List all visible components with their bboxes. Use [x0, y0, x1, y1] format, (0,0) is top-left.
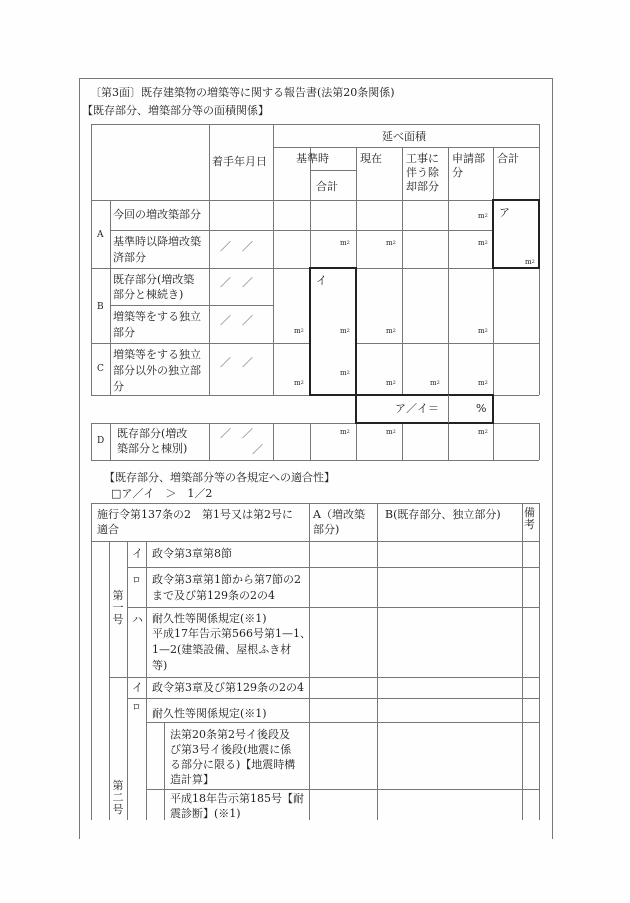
section2-heading: 【既存部分、増築部分等の各規定への適合性】: [104, 471, 335, 484]
date-field-d-tail: ／: [252, 443, 263, 456]
unit-c-current: $m^2$: [386, 379, 396, 387]
item2-sub1-text-1: 法第20条第2号イ後段及: [170, 728, 290, 741]
header-application-1: 申請部: [452, 152, 485, 165]
unit-b2-current: $m^2$: [340, 327, 350, 335]
date-field-b2[interactable]: ／ ／: [220, 314, 253, 327]
item1-ha-text-2: 平成17年告示第566号第1—1、: [152, 627, 311, 640]
unit-c-application: $m^2$: [478, 379, 488, 387]
item2-sub1-text-2: び第3号イ後段(地震に係: [170, 743, 292, 756]
row-d-label-1: 既存部分(増改: [117, 427, 188, 440]
header-rule-1: 施行令第137条の2 第1号又は第2号に: [97, 508, 293, 521]
item1-ro-text-1: 政令第3章第1節から第7節の2: [152, 573, 301, 586]
item2-label-3: 号: [112, 803, 124, 816]
item1-ro-mark: ロ: [132, 576, 142, 586]
row-b2-label-2: 部分: [113, 326, 135, 339]
section1-heading: 【既存部分、増築部分等の面積関係】: [82, 104, 269, 117]
item1-ro-text-2: まで及び第129条の2の4: [152, 589, 275, 602]
unit-i-total: $m^2$: [340, 369, 350, 377]
unit-a-total: $m^2$: [525, 258, 535, 266]
header-col-a-2: 部分): [313, 523, 340, 536]
group-a-label: A: [97, 230, 104, 240]
unit-a2-current: $m^2$: [340, 239, 350, 247]
item2-ro-text: 耐久性等関係規定(※1): [152, 707, 267, 720]
item1-ha-text-1: 耐久性等関係規定(※1): [152, 612, 267, 625]
unit-c-base: $m^2$: [294, 379, 304, 387]
header-base-time: 基準時: [296, 152, 329, 165]
item1-label-2: 一: [112, 601, 124, 614]
item2-i-mark: イ: [132, 681, 143, 694]
group-d-label: D: [97, 436, 105, 446]
row-b1-label-2: 部分と棟続き): [113, 288, 184, 301]
header-demolition-3: 却部分: [406, 180, 439, 193]
header-remarks-1: 備: [524, 506, 535, 519]
unit-d-current: $m^2$: [340, 428, 350, 436]
document-title: 〔第3面〕既存建築物の増築等に関する報告書(法第20条関係): [90, 86, 395, 99]
item1-label-1: 第: [112, 589, 124, 602]
unit-a1-application: $m^2$: [478, 212, 488, 220]
date-field-b1[interactable]: ／ ／: [220, 276, 253, 289]
item2-i-text: 政令第3章及び第129条の2の4: [152, 681, 304, 694]
row-a2-label-1: 基準時以降増改築: [113, 235, 201, 248]
item1-i-mark: イ: [132, 547, 143, 560]
date-field-a2[interactable]: ／ ／: [220, 240, 253, 253]
item2-sub1-text-4: 造計算】: [170, 773, 214, 786]
item1-ha-mark: ハ: [132, 613, 143, 626]
unit-b2-application: $m^2$: [478, 327, 488, 335]
item1-ha-text-3: 1—2(建築設備、屋根ふき材: [152, 643, 292, 656]
header-floor-area: 延べ面積: [382, 130, 426, 143]
item1-label-3: 号: [112, 613, 124, 626]
header-col-b: B(既存部分、独立部分): [385, 508, 501, 521]
unit-d-application: $m^2$: [478, 428, 488, 436]
row-a1-label: 今回の増改築部分: [113, 208, 201, 221]
header-remarks-2: 考: [524, 518, 535, 531]
item1-ha-text-4: 等): [152, 659, 168, 672]
item2-sub2-text-2: 震診断】(※1): [170, 807, 241, 820]
unit-d-demolition: $m^2$: [386, 428, 396, 436]
row-b2-label-1: 増築等をする独立: [113, 310, 201, 323]
unit-b2-demolition: $m^2$: [386, 327, 396, 335]
item2-sub2-text-1: 平成18年告示第185号【耐: [170, 792, 304, 805]
item2-sub1-text-3: る部分に限る)【地震時構: [170, 758, 296, 771]
ratio-label: ア／イ＝: [395, 402, 439, 415]
item2-ro-mark: ロ: [132, 703, 142, 713]
header-col-a-1: A（増改築: [313, 508, 365, 521]
header-current: 現在: [360, 152, 382, 165]
mark-a: ア: [499, 206, 510, 219]
header-total: 合計: [497, 152, 519, 165]
date-field-c[interactable]: ／ ／: [220, 356, 253, 369]
header-rule-2: 適合: [97, 523, 119, 536]
mark-i: イ: [316, 274, 327, 287]
date-field-d[interactable]: ／ ／: [220, 427, 253, 440]
unit-a2-demolition: $m^2$: [386, 239, 396, 247]
header-application-2: 分: [452, 166, 463, 179]
header-base-total: 合計: [316, 180, 338, 193]
row-b1-label-1: 既存部分(増改築: [113, 273, 195, 286]
group-b-label: B: [97, 302, 104, 312]
ratio-checkbox[interactable]: □ア／イ ＞ 1／2: [111, 487, 213, 500]
header-demolition-2: 伴う除: [406, 166, 439, 179]
row-a2-label-2: 済部分: [113, 251, 146, 264]
header-start-date: 着手年月日: [212, 155, 267, 168]
row-d-label-2: 築部分と棟別): [117, 442, 188, 455]
row-c-label-2: 部分以外の独立部: [113, 364, 201, 377]
header-demolition-1: 工事に: [406, 152, 439, 165]
item1-i-text: 政令第3章第8節: [152, 547, 232, 560]
group-c-label: C: [97, 364, 104, 374]
row-c-label-1: 増築等をする独立: [113, 348, 201, 361]
row-c-label-3: 分: [113, 380, 124, 393]
item2-label-2: 二: [112, 791, 124, 804]
unit-c-demolition: $m^2$: [430, 379, 440, 387]
ratio-unit: %: [476, 402, 487, 415]
unit-a2-application: $m^2$: [478, 239, 488, 247]
item2-label-1: 第: [112, 779, 124, 792]
unit-b-base: $m^2$: [294, 327, 304, 335]
